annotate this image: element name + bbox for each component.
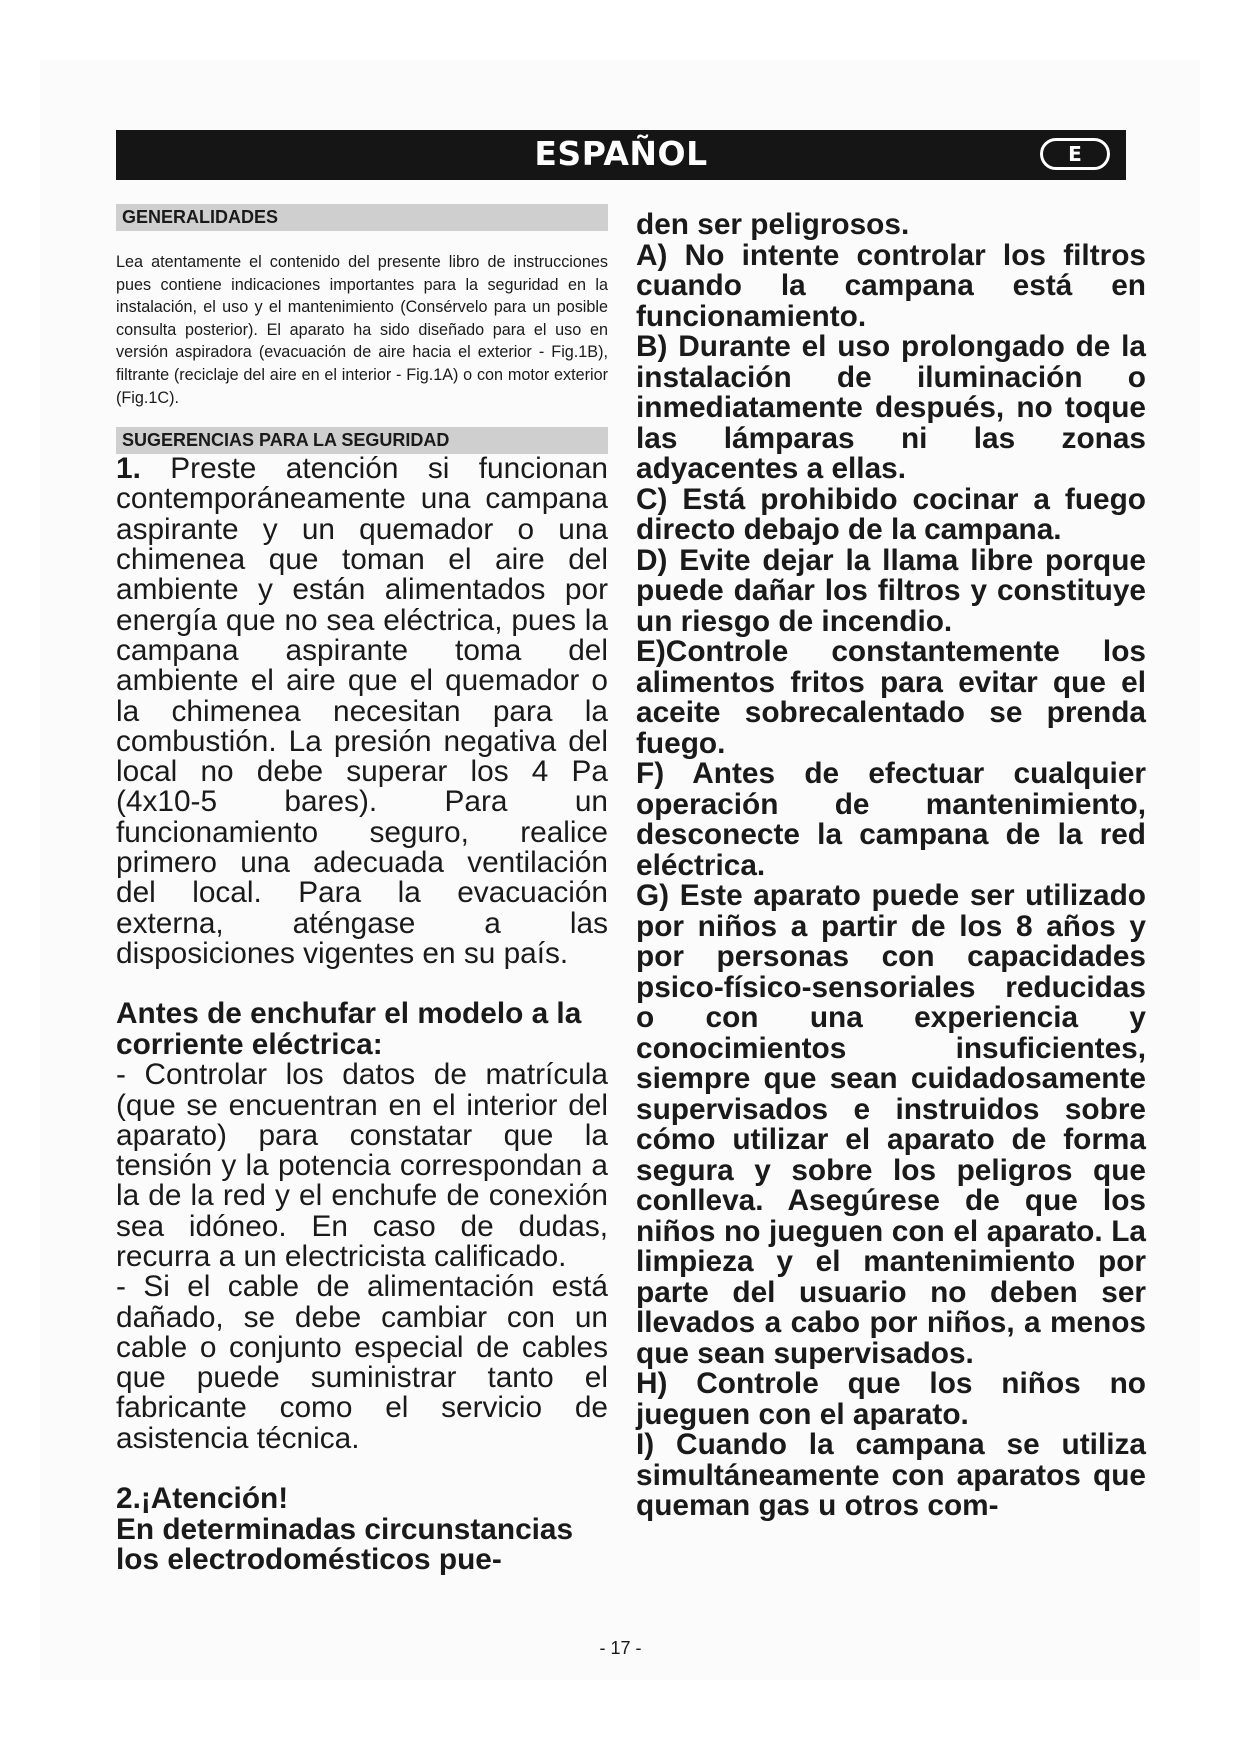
item-number: 1.	[116, 452, 141, 486]
before-plug-item-1: - Controlar los datos de matrícula (que se encuentran en el interior del aparato) para constatar que la tensión y la potencia correspondan a la de la red y el enchufe de conexión sea idóneo. En caso de dudas, recurra a un electricista calificado.	[116, 1058, 608, 1273]
language-header-bar	[116, 130, 1126, 180]
safety-item-1-text: Preste atención si funcionan contemporáneamente una campana aspirante y un quemador o una chimenea que toman el aire del ambiente y están alimentados por energía que no sea eléctrica, pues la campana aspirante toma del ambiente el aire que el quemador o la chimenea necesitan para la combustión. La presión negativa del local no debe superar los 4 Pa (4x10-5 bares). Para un funcionamiento seguro, realice primero una adecuada ventilación del local. Para la evacuación externa, aténgase a las disposiciones vigentes en su país.	[116, 452, 608, 970]
warning-item-h: H) Controle que los niños no jueguen con el aparato.	[636, 1367, 1146, 1431]
page-number: - 17 -	[599, 1638, 642, 1658]
warning-item-c: C) Está prohibido cocinar a fuego directo debajo de la campana.	[636, 482, 1146, 546]
continuation-text: den ser peligrosos.	[636, 208, 910, 241]
warning-item-d: D) Evite dejar la llama libre porque puede dañar los filtros y constituye un riesgo de incendio.	[636, 543, 1146, 638]
warning-item-i: I) Cuando la campana se utiliza simultáneamente con aparatos que queman gas u otros com-	[636, 1428, 1146, 1522]
safety-item-1	[116, 454, 608, 969]
attention-heading: 2.¡Atención!	[116, 1482, 289, 1516]
section-heading-generalidades: GENERALIDADES	[116, 204, 608, 231]
attention-text: En determinadas circunstancias los electrodomésticos pue-	[116, 1512, 574, 1577]
warning-item-a: A) No intente controlar los filtros cuando la campana está en funcionamiento.	[636, 238, 1146, 333]
spacer	[116, 969, 608, 999]
language-badge: E	[1040, 138, 1110, 170]
warning-item-b: B) Durante el uso prolongado de la instalación de iluminación o inmediatamente después, no toque las lámparas ni las zonas adyacentes a ellas.	[636, 330, 1146, 485]
left-column	[116, 204, 608, 1576]
before-plug-item-2: - Si el cable de alimentación está dañado, se debe cambiar con un cable o conjunto especial de cables que puede suministrar tanto el fabricante como el servicio de asistencia técnica.	[116, 1270, 608, 1455]
intro-paragraph: Lea atentamente el contenido del presente libro de instrucciones pues contiene indicaciones importantes para la seguridad en la instalación, el uso y el mantenimiento (Consérvelo para un posible consulta posterior). El aparato ha sido diseñado para el uso en versión aspiradora (evacuación de aire hacia el exterior - Fig.1B), filtrante (reciclaje del aire en el interior - Fig.1A) o con motor exterior (Fig.1C).	[116, 253, 608, 407]
spacer	[116, 1454, 608, 1484]
before-plug-heading: Antes de enchufar el modelo a la corriente eléctrica:	[116, 997, 582, 1061]
section-heading-seguridad: SUGERENCIAS PARA LA SEGURIDAD	[116, 427, 608, 454]
warning-item-f: F) Antes de efectuar cualquier operación de mantenimiento, desconecte la campana de la red eléctrica.	[636, 757, 1146, 882]
right-column	[636, 210, 1146, 1522]
page-title: ESPAÑOL	[534, 134, 708, 173]
warning-item-g: G) Este aparato puede ser utilizado por niños a partir de los 8 años y por personas con capacidades psico-físico-sensoriales reducidas o con una experiencia y conocimientos insuficientes, siempre que sean cuidadosamente supervisados e instruidos sobre cómo utilizar el aparato de forma segura y sobre los peligros que conlleva. Asegúrese de que los niños no jueguen con el aparato. La limpieza y el mantenimiento por parte del usuario no deben ser llevados a cabo por niños, a menos que sean supervisados.	[636, 879, 1146, 1370]
warning-item-e: E)Controle constantemente los alimentos fritos para evitar que el aceite sobrecalentado se prenda fuego.	[636, 635, 1146, 760]
